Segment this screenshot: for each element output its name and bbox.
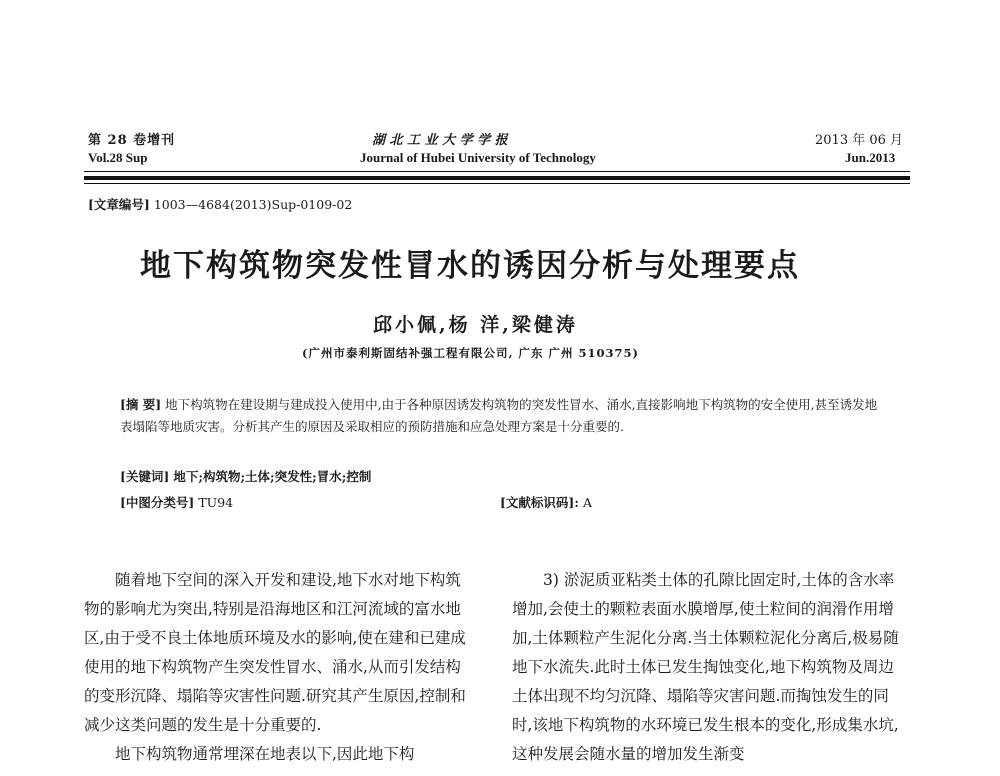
affiliation: (广州市泰利斯固结补强工程有限公司, 广东 广州 510375) — [302, 346, 639, 360]
article-id — [88, 195, 352, 213]
header-rule-thin-lower — [84, 183, 910, 184]
journal-volume-en: Vol.28 Sup — [88, 150, 148, 165]
journal-name-en: Journal of Hubei University of Technology — [360, 150, 596, 165]
journal-name-cn: 湖 北 工 业 大 学 学 报 — [372, 133, 508, 148]
authors: 邱小佩,杨 洋,梁健涛 — [373, 314, 578, 336]
keywords-text: 地下;构筑物;土体;突发性;冒水;控制 — [173, 469, 372, 484]
abstract-label: [摘 要] — [120, 397, 162, 412]
body-paragraph: 随着地下空间的深入开发和建设,地下水对地下构筑物的影响尤为突出,特别是沿海地区和江河流域的富水地区,由于受不良土体地质环境及水的影响,使在建和已建成使用的地下构筑物产生突发性冒水、涌水,从而引发结构的变形沉降、塌陷等灾害性问题.研究其产生原因,控制和减少这类问题的发生是十分重要的. — [84, 571, 466, 734]
article-id-label: [文章编号] — [88, 197, 150, 212]
doc-code-value: A — [582, 495, 592, 510]
journal-date-en: Jun.2013 — [845, 150, 896, 165]
page-title: 地下构筑物突发性冒水的诱因分析与处理要点 — [140, 248, 800, 284]
document-code — [500, 493, 592, 511]
body-paragraph: 3) 淤泥质亚粘类土体的孔隙比固定时,土体的含水率增加,会使土的颗粒表面水膜增厚,使土粒间的润滑作用增加,土体颗粒产生泥化分离.当土体颗粒泥化分离后,极易随地下水流失.此时土体已发生掏蚀变化,地下构筑物及周边土体出现不均匀沉降、塌陷等灾害问题.而掏蚀发生的同时,该地下构筑物的水环境已发生根本的变化,形成集水坑,这种发展会随水量的增加发生渐变 — [512, 571, 899, 763]
doc-code-label: [文献标识码]: — [500, 495, 579, 510]
body-right-column — [512, 566, 904, 769]
journal-volume-cn: 第 28 卷增刊 — [88, 133, 176, 148]
keywords — [120, 467, 371, 485]
clc-label: [中图分类号] — [120, 495, 195, 510]
abstract — [120, 394, 880, 438]
article-id-value: 1003—4684(2013)Sup-0109-02 — [153, 197, 353, 212]
clc-value: TU94 — [198, 495, 234, 510]
abstract-text: 地下构筑物在建设期与建成投入使用中,由于各种原因诱发构筑物的突发性冒水、涌水,直接影响地下构筑物的安全使用,甚至诱发地表塌陷等地质灾害。分析其产生的原因及采取相应的预防措施和应急处理方案是十分重要的. — [120, 397, 878, 434]
clc-number — [120, 493, 233, 511]
journal-date-cn: 2013 年 06 月 — [815, 133, 904, 148]
header-rule-thin — [84, 171, 910, 172]
body-paragraph: 地下构筑物通常埋深在地表以下,因此地下构 — [115, 745, 415, 763]
header-rule-thick — [84, 176, 910, 180]
keywords-label: [关键词] — [120, 469, 170, 484]
body-left-column — [84, 566, 476, 769]
